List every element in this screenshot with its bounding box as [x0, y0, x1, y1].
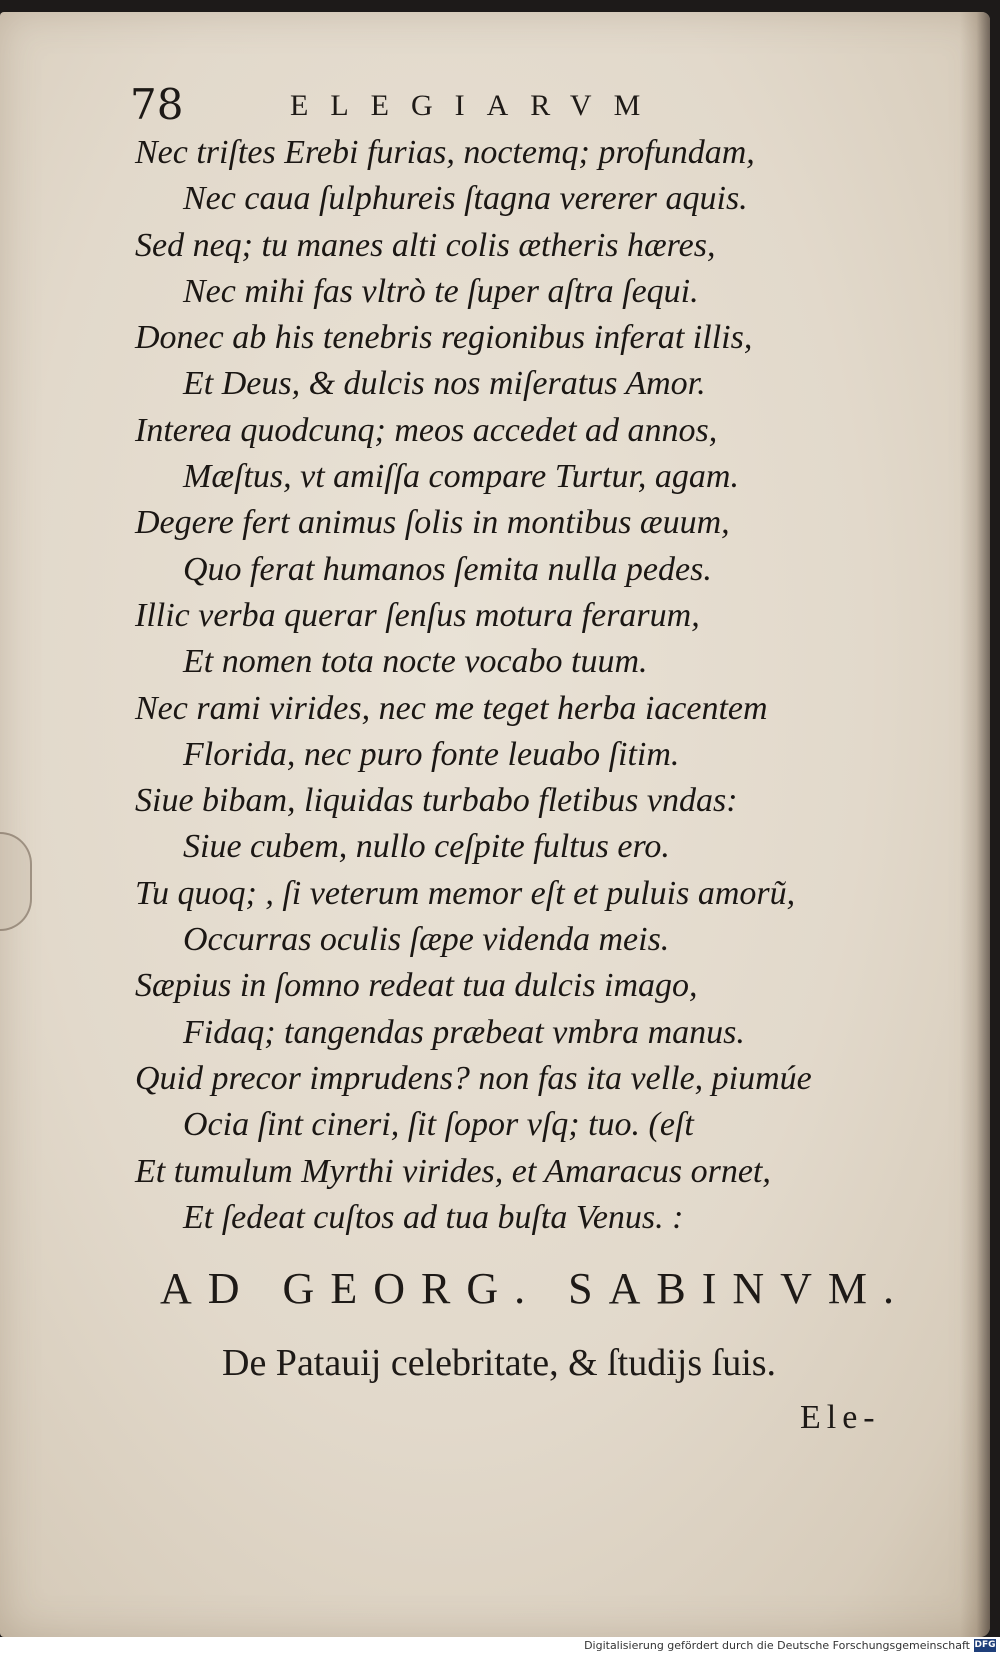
- verse-line: Nec mihi fas vltrò te ſuper aſtra ſequi.: [183, 272, 699, 310]
- verse-line: Siue bibam, liquidas turbabo fletibus vndas:: [135, 782, 738, 820]
- verse-line: Florida, nec puro fonte leuabo ſitim.: [183, 735, 680, 773]
- verse-line: Et tumulum Myrthi virides, et Amaracus ornet,: [135, 1152, 771, 1190]
- verse-line: Nec caua ſulphureis ſtagna vererer aquis.: [183, 180, 748, 218]
- verse-line: Quid precor imprudens? non fas ita velle, piumúe: [135, 1059, 812, 1097]
- verse-line: Illic verba querar ſenſus motura ferarum,: [135, 596, 700, 634]
- verse-line: Fidaq; tangendas præbeat vmbra manus.: [183, 1013, 745, 1051]
- verse-block: [135, 130, 935, 1241]
- verse-line: Nec triſtes Erebi furias, noctemq; profundam,: [135, 134, 755, 171]
- running-head: [130, 80, 750, 130]
- page-fold-mark: [0, 832, 32, 931]
- verse-line: Et nomen tota nocte vocabo tuum.: [183, 643, 648, 681]
- verse-line: Interea quodcunq; meos accedet ad annos,: [135, 411, 718, 449]
- footer-bar: [0, 1637, 1000, 1655]
- verse-line: Siue cubem, nullo ceſpite fultus ero.: [183, 828, 670, 866]
- page-edge-shadow: [960, 12, 990, 1637]
- section-title: AD GEORG. SABINVM.: [160, 1264, 911, 1313]
- verse-line: Mæſtus, vt amiſſa compare Turtur, agam.: [183, 458, 739, 496]
- verse-line: Sed neq; tu manes alti colis ætheris hæres,: [135, 226, 716, 264]
- dfg-logo-icon: DFG: [974, 1640, 996, 1650]
- catchword: Ele-: [800, 1399, 881, 1436]
- verse-line: Tu quoq; , ſi veterum memor eſt et puluis amorũ,: [135, 874, 796, 912]
- verse-line: Quo ferat humanos ſemita nulla pedes.: [183, 550, 712, 588]
- section-subtitle: De Patauij celebritate, & ſtudijs ſuis.: [222, 1342, 777, 1384]
- page-number: 78: [130, 80, 184, 129]
- verse-line: Et ſedeat cuſtos ad tua buſta Venus. :: [183, 1198, 684, 1236]
- verse-line: Occurras oculis ſæpe videnda meis.: [183, 921, 670, 959]
- verse-line: Nec rami virides, nec me teget herba iacentem: [135, 689, 768, 727]
- book-page: [0, 12, 990, 1637]
- funding-credit: Digitalisierung gefördert durch die Deutsche Forschungsgemeinschaft: [584, 1639, 970, 1652]
- verse-line: Et Deus, & dulcis nos miſeratus Amor.: [183, 365, 706, 403]
- verse-line: Donec ab his tenebris regionibus inferat illis,: [135, 319, 753, 357]
- verse-line: Ocia ſint cineri, ſit ſopor vſq; tuo. (eſt: [183, 1106, 694, 1144]
- running-title: ELEGIARVM: [290, 89, 663, 122]
- verse-line: Sæpius in ſomno redeat tua dulcis imago,: [135, 967, 698, 1005]
- verse-line: Degere fert animus ſolis in montibus æuum,: [135, 504, 730, 542]
